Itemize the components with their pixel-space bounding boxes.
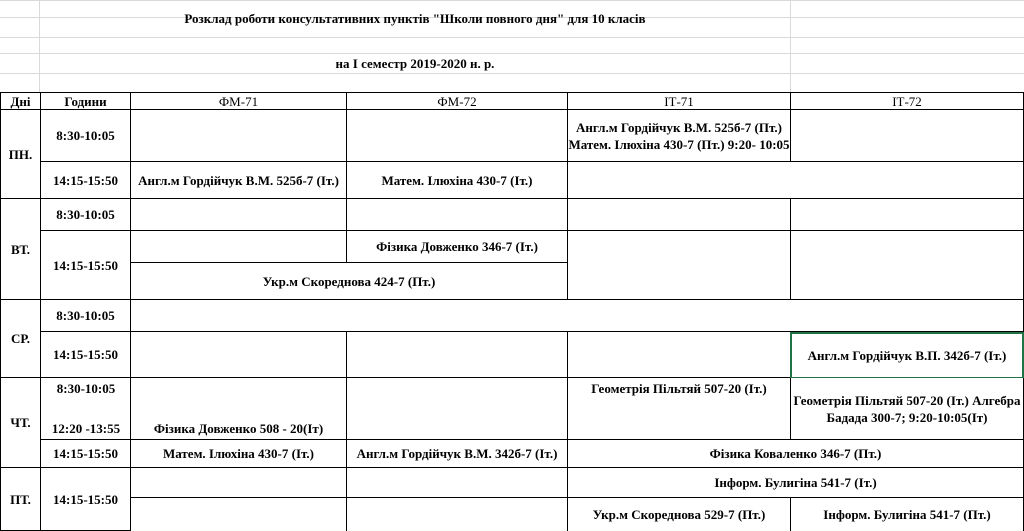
time-mon-2[interactable]: 14:15-15:50	[40, 162, 130, 199]
gridline	[0, 73, 1024, 74]
cell-mon-fm71-1[interactable]	[130, 110, 346, 162]
semester-title[interactable]: на І семестр 2019-2020 н. р.	[335, 55, 495, 71]
cell-wed-it72-2[interactable]: Англ.м Гордійчук В.П. 342б-7 (Іт.)	[790, 332, 1024, 379]
cell-fri-it-merged-1[interactable]: Інформ. Булигіна 541-7 (Іт.)	[567, 468, 1024, 498]
cell-tue-it72-2[interactable]	[790, 231, 1024, 300]
header-it71[interactable]: ІТ-71	[567, 92, 790, 110]
cell-fri-it72-2[interactable]: Інформ. Булигіна 541-7 (Пт.)	[790, 498, 1024, 531]
cell-tue-fm72-1[interactable]	[346, 199, 567, 231]
sheet-title[interactable]: Розклад роботи консультативних пунктів "Школи повного дня" для 10 класів	[184, 11, 646, 26]
cell-fri-fm72-1[interactable]	[346, 468, 567, 498]
time-mon-1[interactable]: 8:30-10:05	[40, 110, 130, 162]
cell-wed-row-1[interactable]	[130, 300, 1024, 332]
day-tue[interactable]: ВТ.	[0, 199, 40, 300]
gridline	[0, 37, 1024, 38]
time-wed-2[interactable]: 14:15-15:50	[40, 332, 130, 378]
header-hours[interactable]: Години	[40, 92, 130, 110]
day-mon[interactable]: ПН.	[0, 110, 40, 199]
time-wed-1[interactable]: 8:30-10:05	[40, 300, 130, 332]
day-fri[interactable]: ПТ.	[0, 468, 40, 531]
cell-thu-it71-1[interactable]: Геометрія Пільтяй 507-20 (Іт.)	[567, 378, 790, 440]
cell-mon-fm72-2[interactable]: Матем. Ілюхіна 430-7 (Іт.)	[346, 162, 567, 199]
cell-thu-fm72-1[interactable]	[346, 378, 567, 440]
cell-mon-it-2[interactable]	[567, 162, 1024, 199]
cell-fri-it71-2[interactable]: Укр.м Скореднова 529-7 (Пт.)	[567, 498, 790, 531]
header-it72[interactable]: ІТ-72	[790, 92, 1024, 110]
cell-wed-it71-2[interactable]	[567, 332, 790, 378]
cell-wed-fm72-2[interactable]	[346, 332, 567, 378]
time-tue-2[interactable]: 14:15-15:50	[40, 231, 130, 300]
cell-thu-fm71-1[interactable]: Фізика Довженко 508 - 20(Іт)	[130, 378, 346, 440]
cell-fri-fm71-2[interactable]	[130, 498, 346, 531]
cell-tue-it71-2[interactable]	[567, 231, 790, 300]
header-fm71[interactable]: ФМ-71	[130, 92, 346, 110]
cell-mon-it71-1[interactable]: Англ.м Гордійчук В.М. 525б-7 (Пт.) Матем. Ілюхіна 430-7 (Пт.) 9:20- 10:05	[567, 110, 790, 162]
day-wed[interactable]: СР.	[0, 300, 40, 378]
time-thu-1: 8:30-10:05	[56, 381, 116, 396]
cell-mon-it72-1[interactable]	[790, 110, 1024, 162]
cell-tue-it72-1[interactable]	[790, 199, 1024, 231]
header-days[interactable]: Дні	[0, 92, 40, 110]
cell-fri-fm72-2[interactable]	[346, 498, 567, 531]
cell-mon-fm72-1[interactable]	[346, 110, 567, 162]
header-fm72[interactable]: ФМ-72	[346, 92, 567, 110]
cell-tue-fm72-2[interactable]: Фізика Довженко 346-7 (Іт.)	[346, 231, 567, 263]
cell-thu-it72-1[interactable]: Геометрія Пільтяй 507-20 (Іт.) Алгебра Бадада 300-7; 9:20-10:05(Іт)	[790, 378, 1024, 440]
cell-fri-fm71-1[interactable]	[130, 468, 346, 498]
time-thu-2[interactable]: 14:15-15:50	[40, 440, 130, 468]
day-thu[interactable]: ЧТ.	[0, 378, 40, 468]
time-tue-1[interactable]: 8:30-10:05	[40, 199, 130, 231]
cell-mon-fm71-2[interactable]: Англ.м Гордійчук В.М. 525б-7 (Іт.)	[130, 162, 346, 199]
gridline	[790, 0, 791, 92]
cell-thu-it-merged-2[interactable]: Фізика Коваленко 346-7 (Пт.)	[567, 440, 1024, 468]
cell-tue-fm71-1[interactable]	[130, 199, 346, 231]
cell-thu-fm71-2[interactable]: Матем. Ілюхіна 430-7 (Іт.)	[130, 440, 346, 468]
cell-tue-fm71-2[interactable]	[130, 231, 346, 263]
time-fri[interactable]: 14:15-15:50	[40, 468, 130, 531]
time-thu-midday: 12:20 -13:55	[51, 421, 121, 436]
cell-wed-fm71-2[interactable]	[130, 332, 346, 378]
cell-tue-fm-merged[interactable]: Укр.м Скореднова 424-7 (Пт.)	[130, 263, 567, 300]
time-thu-cell[interactable]	[40, 378, 130, 440]
cell-thu-fm72-2[interactable]: Англ.м Гордійчук В.М. 342б-7 (Іт.)	[346, 440, 567, 468]
cell-tue-it71-1[interactable]	[567, 199, 790, 231]
